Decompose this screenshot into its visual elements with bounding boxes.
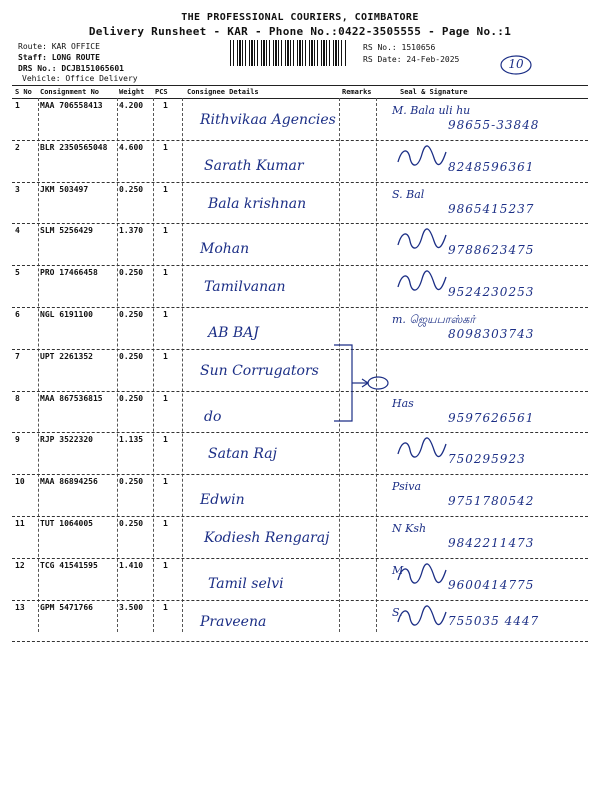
row-weight: 1.135 xyxy=(119,435,144,445)
row-consignee: Tamilvanan xyxy=(204,279,286,296)
rs-no-value: 1510656 xyxy=(401,43,436,52)
row-sno: 5 xyxy=(15,268,20,278)
row-signature: Psiva xyxy=(392,480,422,494)
row-pcs: 1 xyxy=(163,226,168,236)
row-sno: 11 xyxy=(15,519,25,528)
table-row xyxy=(12,600,588,642)
col-header-sno: S No xyxy=(15,88,32,96)
row-phone: 9524230253 xyxy=(448,285,535,300)
staff-value: LONG ROUTE xyxy=(51,53,100,62)
row-weight: 0.250 xyxy=(119,519,144,528)
signature-scribble xyxy=(396,227,448,253)
row-phone: 9842211473 xyxy=(448,536,535,550)
runsheet-table xyxy=(12,85,588,645)
row-consignee: Tamil selvi xyxy=(208,575,284,592)
row-divider xyxy=(12,641,588,642)
signature-scribble xyxy=(396,269,448,295)
row-phone: 9751780542 xyxy=(448,494,535,509)
rs-date-line xyxy=(363,54,459,65)
row-sno: 4 xyxy=(15,226,20,236)
row-consignment-no: MAA 867536815 xyxy=(40,393,103,403)
row-phone: 9788623475 xyxy=(448,243,535,258)
ditto-bracket xyxy=(332,343,392,423)
runsheet-title: Delivery Runsheet - KAR - Phone No.:0422-3505555 - Page No.:1 xyxy=(88,25,512,38)
table-row xyxy=(12,140,588,182)
row-phone: 755035 4447 xyxy=(448,613,540,628)
row-consignee: Sun Corrugators xyxy=(200,362,319,379)
row-consignment-no: RJP 3522320 xyxy=(40,435,93,445)
row-signature: N Ksh xyxy=(392,522,427,535)
table-row xyxy=(12,307,588,349)
table-top-rule xyxy=(12,85,588,86)
rs-no-line xyxy=(363,42,435,53)
vehicle-line xyxy=(22,73,138,84)
table-row xyxy=(12,474,588,516)
row-consignee: AB BAJ xyxy=(208,325,259,341)
signature-scribble xyxy=(396,562,448,588)
drs-value: DCJB151065601 xyxy=(61,64,124,73)
table-row xyxy=(12,558,588,600)
table-row xyxy=(12,516,588,558)
row-pcs: 1 xyxy=(163,477,168,487)
row-consignee: Rithvikaa Agencies xyxy=(200,112,336,128)
handwritten-count xyxy=(499,54,533,76)
row-weight: 1.410 xyxy=(119,560,144,570)
row-signature: M. Bala uli hu xyxy=(392,104,471,117)
col-header-weight: Weight xyxy=(119,88,145,96)
row-pcs: 1 xyxy=(163,310,168,319)
row-consignee: Edwin xyxy=(200,492,245,509)
col-header-signature: Seal & Signature xyxy=(400,88,468,96)
row-consignee: Praveena xyxy=(200,613,267,630)
row-consignment-no: JKM 503497 xyxy=(40,184,89,194)
row-sno: 8 xyxy=(15,393,20,403)
row-pcs: 1 xyxy=(163,184,168,194)
row-sno: 1 xyxy=(15,101,20,110)
row-phone: 9600414775 xyxy=(448,577,535,592)
table-row xyxy=(12,182,588,224)
staff-line xyxy=(18,52,100,63)
col-header-remarks: Remarks xyxy=(342,88,372,96)
row-consignment-no: MAA 706558413 xyxy=(40,101,103,110)
row-signature: S. xyxy=(392,605,403,619)
table-row xyxy=(12,391,588,433)
route-label: Route: xyxy=(18,42,47,51)
route-line xyxy=(18,41,100,52)
rs-date-value: 24-Feb-2025 xyxy=(406,55,460,64)
row-sno: 10 xyxy=(15,477,25,487)
row-signature: m. ஜெயபாஸ்கர் xyxy=(392,313,476,326)
table-row xyxy=(12,265,588,307)
row-pcs: 1 xyxy=(163,351,168,361)
row-consignment-no: BLR 2350565048 xyxy=(40,142,108,152)
row-sno: 6 xyxy=(15,310,20,319)
row-consignee: Kodiesh Rengaraj xyxy=(204,530,330,546)
table-row xyxy=(12,98,588,140)
row-consignment-no: NGL 6191100 xyxy=(40,310,93,319)
row-pcs: 1 xyxy=(163,393,168,403)
row-phone: 750295923 xyxy=(448,452,526,467)
row-phone: 98655-33848 xyxy=(448,118,540,132)
row-consignee: Bala krishnan xyxy=(208,195,307,212)
row-sno: 3 xyxy=(15,184,20,194)
row-weight: 0.250 xyxy=(119,477,144,487)
row-sno: 7 xyxy=(15,351,20,361)
row-weight: 0.250 xyxy=(119,393,144,403)
rs-date-label: RS Date: xyxy=(363,55,402,64)
row-weight: 0.250 xyxy=(119,184,144,194)
row-phone: 9597626561 xyxy=(448,410,535,425)
row-phone: 9865415237 xyxy=(448,201,535,216)
col-header-pcs: PCS xyxy=(155,88,168,96)
row-weight: 4.200 xyxy=(119,101,144,110)
vehicle-label: Vehicle: xyxy=(22,74,61,83)
table-row xyxy=(12,432,588,474)
rs-no-label: RS No.: xyxy=(363,43,397,52)
table-row xyxy=(12,223,588,265)
row-sno: 9 xyxy=(15,435,20,445)
row-consignee: do xyxy=(204,408,222,425)
row-signature: Has xyxy=(392,396,414,410)
row-weight: 1.370 xyxy=(119,226,144,236)
row-consignment-no: UPT 2261352 xyxy=(40,351,93,361)
row-pcs: 1 xyxy=(163,560,168,570)
row-consignment-no: MAA 86894256 xyxy=(40,477,98,487)
row-weight: 3.500 xyxy=(119,602,144,612)
row-pcs: 1 xyxy=(163,101,168,110)
row-consignment-no: TUT 1064005 xyxy=(40,519,93,528)
row-pcs: 1 xyxy=(163,602,168,612)
row-signature: M xyxy=(392,563,404,577)
row-consignment-no: SLM 5256429 xyxy=(40,226,93,236)
row-consignment-no: PRO 17466458 xyxy=(40,268,98,278)
barcode xyxy=(229,40,347,66)
company-name: THE PROFESSIONAL COURIERS, COIMBATORE xyxy=(181,12,419,23)
row-weight: 0.250 xyxy=(119,268,144,278)
row-weight: 0.250 xyxy=(119,351,144,361)
row-phone: 8248596361 xyxy=(448,159,535,174)
row-consignee: Sarath Kumar xyxy=(204,157,304,174)
table-row xyxy=(12,349,588,391)
drs-label: DRS No.: xyxy=(18,64,57,73)
staff-label: Staff: xyxy=(18,53,47,62)
route-value: KAR OFFICE xyxy=(51,42,100,51)
vehicle-value: Office Delivery xyxy=(65,74,138,83)
count-value: 10 xyxy=(508,57,524,71)
row-phone: 8098303743 xyxy=(448,327,535,341)
row-sno: 13 xyxy=(15,602,25,612)
row-consignment-no: TCG 41541595 xyxy=(40,560,98,570)
row-consignee: Satan Raj xyxy=(208,446,277,463)
signature-scribble xyxy=(396,604,448,630)
row-pcs: 1 xyxy=(163,435,168,445)
row-pcs: 1 xyxy=(163,142,168,152)
row-signature: S. Bal xyxy=(392,187,425,201)
col-header-consignee: Consignee Details xyxy=(187,88,259,96)
row-pcs: 1 xyxy=(163,268,168,278)
row-consignee: Mohan xyxy=(200,241,250,258)
signature-scribble xyxy=(396,144,448,170)
row-weight: 4.600 xyxy=(119,142,144,152)
row-sno: 12 xyxy=(15,560,25,570)
signature-scribble xyxy=(396,436,448,462)
row-sno: 2 xyxy=(15,142,20,152)
row-consignment-no: GPM 5471766 xyxy=(40,602,93,612)
row-pcs: 1 xyxy=(163,519,168,528)
col-header-consignment: Consignment No xyxy=(40,88,100,96)
row-weight: 0.250 xyxy=(119,310,144,319)
